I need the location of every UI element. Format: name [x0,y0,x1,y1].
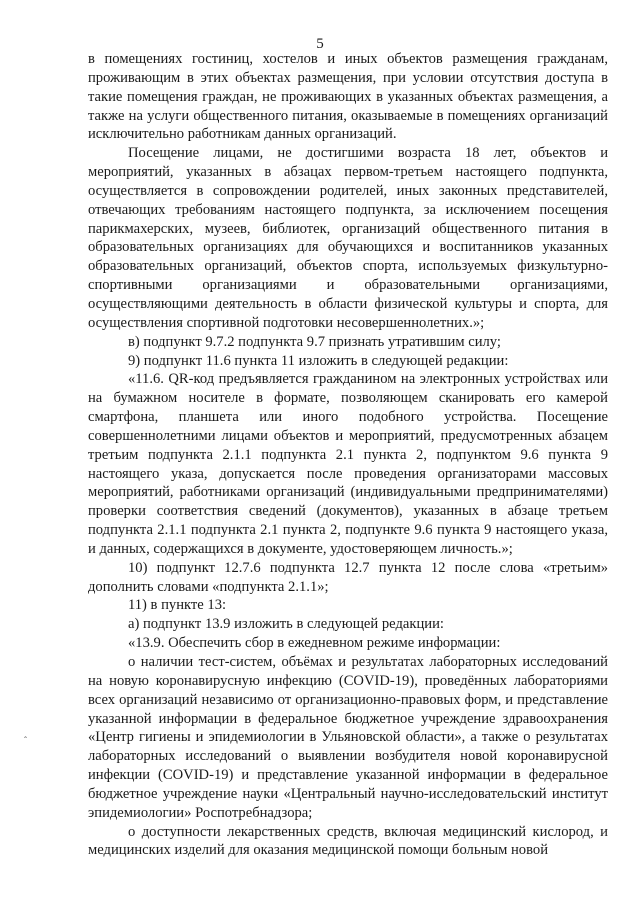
paragraph-item-11: 11) в пункте 13: [128,597,227,614]
paragraph-medicines: о доступности лекарственных средств, включая медицинский кислород, и медицинских изделий для оказания медицинской помощи больным новой [88,823,608,859]
paragraph-test-systems: о наличии тест-систем, объёмах и результатах лабораторных исследований на новую коронавирусную инфекцию (COVID-19), проведённых лабораториями всех организаций независимо от организационно-правовых форм, и представление указанной информации в федеральное бюджетное учреждение здравоохранения «Центр гигиены и эпидемиологии в Ульяновской области», а также о результатах лабораторных исследований о выявлении возбудителя новой коронавирусной инфекции (COVID-19) и представление указанной информации в федеральное бюджетное учреждение науки «Центральный научно-исследовательский институт эпидемиологии» Роспотребнадзора; [88,654,608,821]
paragraph-continuation: в помещениях гостиниц, хостелов и иных объектов размещения гражданам, проживающим в этих объектах размещения, при условии отсутствия доступа в такие помещения граждан, не проживающих в указанных объектах размещения, а также на услуги общественного питания, оказываемые в помещениях организаций исключительно работникам данных организаций. [88,51,608,143]
paragraph-item-a: а) подпункт 13.9 изложить в следующей редакции: [128,616,444,633]
margin-mark: ˆ [24,735,27,745]
paragraph-minors-visits: Посещение лицами, не достигшими возраста 18 лет, объектов и мероприятий, указанных в абзацах первом-третьем настоящего подпункта, осуществляется в сопровождении родителей, иных законных представителей, отвечающих требованиям настоящего подпункта, за исключением посещения парикмахерских, музеев, библиотек, организаций общественного питания в образовательных организациях для обучающихся и воспитанников указанных образовательных организаций, объектов спорта, используемых физкультурно-спортивными организациями и образовательными организациями, осуществляющими деятельность в области физической культуры и спорта, для осуществления спортивной подготовки несовершеннолетних.»; [88,145,608,331]
paragraph-item-v: в) подпункт 9.7.2 подпункта 9.7 признать утратившим силу; [128,333,501,350]
paragraph-item-9: 9) подпункт 11.6 пункта 11 изложить в следующей редакции: [128,352,509,369]
paragraph-item-10: 10) подпункт 12.7.6 подпункта 12.7 пункта 12 после слова «третьим» дополнить словами «подпункта 2.1.1»; [88,559,608,595]
paragraph-qr-code: «11.6. QR-код предъявляется гражданином на электронных устройствах или на бумажном носителе в формате, позволяющем сканировать его камерой смартфона, планшета или иного подобного устройства. Посещение совершеннолетними лицами объектов и мероприятий, предусмотренных абзацем третьим подпункта 2.1.1 подпункта 2.1 пункта 2, подпунктом 9.6 пункта 9 настоящего указа, допускается после проведения организаторами массовых мероприятий, работниками организаций (индивидуальными предпринимателями) проверки соответствия сведений (документов), указанных в абзаце третьем подпункта 2.1.1 подпункта 2.1 пункта 2, подпункте 9.6 пункта 9 настоящего указа, и данных, содержащихся в документе, удостоверяющем личность.»; [88,371,608,557]
page-number: 5 [316,36,324,52]
paragraph-13-9: «13.9. Обеспечить сбор в ежедневном режиме информации: [128,635,501,652]
document-body [88,50,608,860]
